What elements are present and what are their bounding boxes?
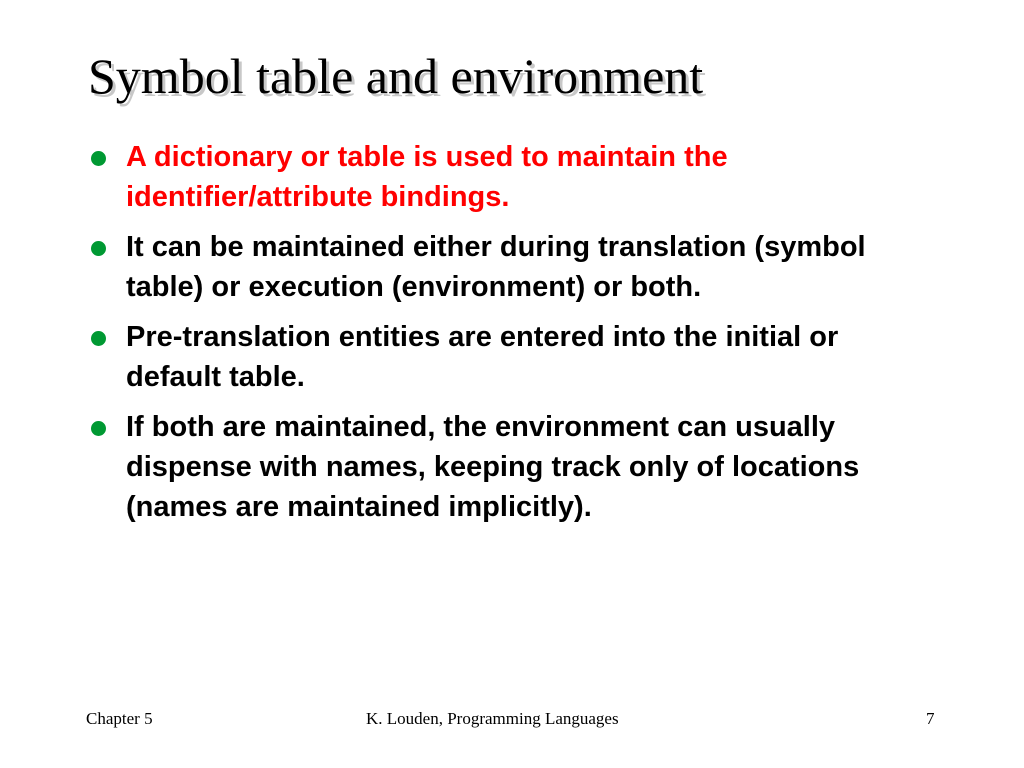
- footer-page-number: 7: [926, 709, 935, 728]
- bullet-item: [88, 137, 948, 217]
- bullet-text: It can be maintained either during translation (symbol table) or execution (environment) or both.: [126, 231, 866, 303]
- bullet-dot-icon: [91, 331, 106, 346]
- bullet-item: [88, 407, 948, 527]
- bullet-dot-icon: [91, 151, 106, 166]
- bullet-list: [88, 137, 948, 537]
- bullet-text: Pre-translation entities are entered into the initial or default table.: [126, 321, 839, 393]
- bullet-item: [88, 317, 948, 397]
- bullet-text: A dictionary or table is used to maintain the identifier/attribute bindings.: [126, 141, 728, 213]
- footer-chapter: Chapter 5: [86, 709, 153, 728]
- slide-title: Symbol table and environment: [88, 48, 704, 104]
- bullet-item: [88, 227, 948, 307]
- bullet-dot-icon: [91, 421, 106, 436]
- bullet-dot-icon: [91, 241, 106, 256]
- bullet-text: If both are maintained, the environment can usually dispense with names, keeping track only of locations (names are maintained implicitly).: [126, 411, 860, 523]
- footer-author: K. Louden, Programming Languages: [366, 709, 619, 728]
